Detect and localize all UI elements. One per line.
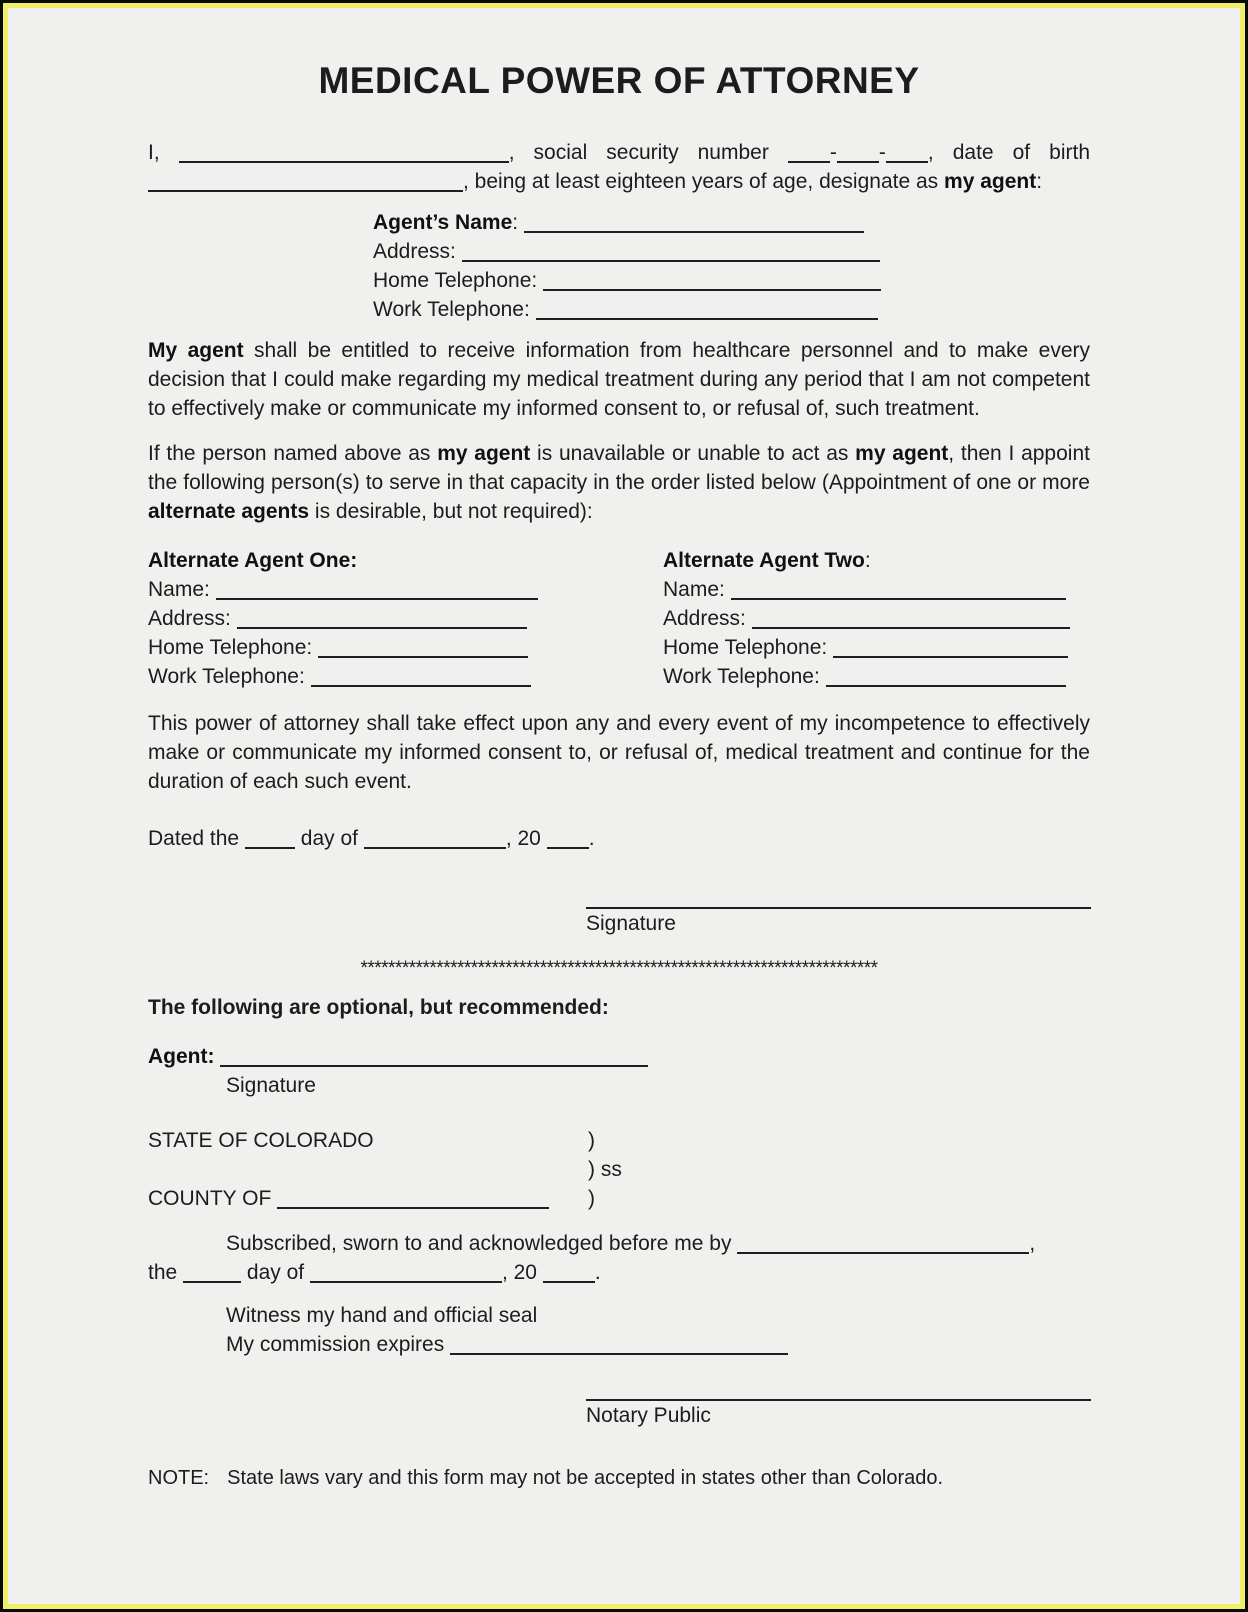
subscribed-text: Subscribed, sworn to and acknowledged before me by (226, 1232, 732, 1255)
blank-date-of-birth (148, 176, 463, 192)
dated-text-1: Dated the (148, 827, 240, 850)
note-label: NOTE: (148, 1467, 210, 1489)
alternate-agents-columns (148, 546, 1090, 691)
alternate-agent-one-block (148, 546, 663, 691)
state-line (148, 1126, 1090, 1155)
blank-alt-one-work-phone (311, 671, 531, 687)
notary-signature-caption: Notary Public (586, 1404, 711, 1427)
agent-address-row (373, 237, 1090, 266)
alt-two-address-row (663, 604, 1090, 633)
alternate-agent-two-title-bold: Alternate Agent Two (663, 549, 865, 572)
agent-name-row (373, 208, 1090, 237)
blank-alt-two-work-phone (826, 671, 1066, 687)
alt-seg-7: is desirable, but not required): (309, 500, 593, 523)
my-agent-bold: My agent (148, 339, 244, 362)
county-line (148, 1184, 1090, 1213)
agent-work-phone-colon: : (524, 298, 530, 321)
blank-ack-year (543, 1267, 595, 1283)
alternate-agent-one-colon: : (350, 549, 358, 572)
alt-one-home-phone-row (148, 633, 663, 662)
intro-line-1 (148, 138, 1090, 167)
agent-name-label: Agent’s Name (373, 211, 513, 234)
subscribed-20: , 20 (501, 1261, 537, 1284)
blank-agent-address (462, 246, 880, 262)
intro-text-age: , being at least eighteen years of age, designate as (463, 170, 945, 193)
alternate-agent-two-block (663, 546, 1090, 691)
blank-county (277, 1193, 549, 1209)
alt-two-home-phone-row (663, 633, 1090, 662)
blank-agent-home-phone (543, 275, 881, 291)
blank-dated-year (547, 833, 589, 849)
agent-signature-caption: Signature (226, 1074, 316, 1097)
blank-alt-one-address (237, 613, 527, 629)
agent-work-phone-row (373, 295, 1090, 324)
paragraph-alternate-appointment (148, 439, 1090, 526)
county-label: COUNTY OF (148, 1187, 272, 1210)
state-label: STATE OF COLORADO (148, 1129, 374, 1152)
optional-section-heading: The following are optional, but recommended: (148, 996, 609, 1019)
ss-label: ) ss (588, 1158, 622, 1181)
alt-seg-3: is unavailable or unable to act as (530, 442, 856, 465)
alt-seg-1: If the person named above as (148, 442, 438, 465)
venue-block (148, 1126, 1090, 1213)
agent-address-colon: : (450, 240, 456, 263)
subscribed-comma: , (1029, 1232, 1036, 1255)
note-text: State laws vary and this form may not be accepted in states other than Colorado. (227, 1467, 944, 1489)
alt-two-name-label: Name: (663, 578, 725, 601)
blank-alt-two-name (731, 584, 1066, 600)
alt-two-work-phone-row (663, 662, 1090, 691)
dated-text-3: , 20 (505, 827, 541, 850)
dated-period: . (588, 827, 595, 850)
footer-note (148, 1464, 1090, 1493)
principal-signature-caption: Signature (586, 912, 676, 935)
intro-my-agent-bold: my agent (944, 170, 1037, 193)
alt-seg-5: , then I appoint the following person(s) to serve in that capacity in the order listed below (Appointment of one or more (148, 442, 1090, 494)
alt-two-home-phone-label: Home Telephone: (663, 636, 828, 659)
alternate-agent-one-title-bold: Alternate Agent One (148, 549, 351, 572)
agent-home-phone-colon: : (531, 269, 538, 292)
principal-signature-line (586, 893, 1091, 909)
alt-one-work-phone-label: Work Telephone: (148, 665, 305, 688)
witness-line: Witness my hand and official seal (226, 1304, 538, 1327)
subscribed-line-1 (148, 1229, 1090, 1258)
blank-acknowledged-name (737, 1238, 1029, 1254)
blank-agent-name (524, 217, 864, 233)
blank-agent-work-phone (536, 304, 878, 320)
agent-signature-row (148, 1042, 1090, 1071)
agent-address-label: Address (373, 240, 451, 263)
witness-block (148, 1301, 1090, 1359)
agent-name-colon: : (512, 211, 519, 234)
alt-one-address-label: Address: (148, 607, 231, 630)
alt-seg-4-bold: my agent (855, 442, 949, 465)
alternate-agent-one-title (148, 546, 663, 575)
paragraph-my-agent-powers (148, 336, 1090, 423)
paragraph-effective-date: This power of attorney shall take effect upon any and every event of my incompetence to effectively make or communicate my informed consent to, or refusal of, medical treatment and continue for the duration of each such event. (148, 712, 1090, 793)
acknowledgment-paragraph (148, 1229, 1090, 1287)
alt-one-name-row (148, 575, 663, 604)
yellow-border (3, 3, 1245, 1609)
intro-colon: : (1036, 170, 1043, 193)
agent-info-block (373, 208, 1090, 324)
agent-home-phone-row (373, 266, 1090, 295)
intro-paragraph (148, 138, 1090, 196)
intro-text-ssn: , social security number (508, 141, 769, 164)
blank-alt-two-address (752, 613, 1070, 629)
intro-line-2 (148, 167, 1090, 196)
principal-signature-block (586, 893, 1090, 938)
subscribed-period: . (594, 1261, 601, 1284)
alt-two-address-label: Address: (663, 607, 746, 630)
blank-dated-month (364, 833, 506, 849)
alt-one-address-row (148, 604, 663, 633)
blank-principal-name (179, 147, 509, 163)
ssn-dash-2: - (878, 141, 886, 164)
alt-two-work-phone-label: Work Telephone: (663, 665, 820, 688)
ssn-dash-1: - (829, 141, 837, 164)
blank-alt-two-home-phone (833, 642, 1068, 658)
alt-one-home-phone-label: Home Telephone: (148, 636, 313, 659)
notary-signature-line (586, 1385, 1091, 1401)
county-left (148, 1184, 588, 1213)
state-paren: ) (588, 1129, 595, 1152)
alt-one-work-phone-row (148, 662, 663, 691)
agent-signature-colon: : (207, 1045, 215, 1068)
intro-text-dob: , date of birth (927, 141, 1091, 164)
commission-line (148, 1330, 1090, 1359)
alternate-agent-two-colon: : (864, 549, 871, 572)
alt-seg-6-bold: alternate agents (148, 500, 310, 523)
blank-ssn-part-1 (788, 147, 830, 163)
county-paren: ) (588, 1187, 595, 1210)
dated-line (148, 824, 1090, 853)
subscribed-line-2 (148, 1258, 1090, 1287)
blank-commission-expiry (450, 1339, 788, 1355)
asterisk-divider: *************************************************************************** (360, 958, 878, 979)
alt-two-name-row (663, 575, 1090, 604)
blank-dated-day (245, 833, 295, 849)
blank-ack-day (183, 1267, 241, 1283)
agent-home-phone-label: Home Telephone (373, 269, 532, 292)
alt-seg-2-bold: my agent (437, 442, 531, 465)
page-title: MEDICAL POWER OF ATTORNEY (318, 60, 920, 101)
commission-text: My commission expires (226, 1333, 445, 1356)
alt-one-name-label: Name: (148, 578, 210, 601)
agent-signature-label: Agent (148, 1045, 208, 1068)
blank-alt-one-name (216, 584, 538, 600)
agent-signature-block (148, 1042, 1090, 1100)
blank-agent-signature (220, 1051, 648, 1067)
subscribed-the: the (148, 1261, 178, 1284)
blank-ssn-part-2 (837, 147, 879, 163)
blank-ack-month (310, 1267, 502, 1283)
agent-work-phone-label: Work Telephone (373, 298, 524, 321)
my-agent-text: shall be entitled to receive information from healthcare personnel and to make every decision that I could make regarding my medical treatment during any period that I am not competent to effectively make or communicate my informed consent to, or refusal of, such treatment. (148, 339, 1091, 420)
dated-text-2: day of (300, 827, 358, 850)
blank-alt-one-home-phone (318, 642, 528, 658)
blank-ssn-part-3 (886, 147, 928, 163)
document-page (8, 8, 1240, 1604)
ss-line (148, 1155, 1090, 1184)
alternate-agent-two-title (663, 546, 1090, 575)
notary-signature-block (586, 1385, 1090, 1430)
subscribed-day-of: day of (246, 1261, 305, 1284)
intro-text-i: I, (148, 141, 160, 164)
